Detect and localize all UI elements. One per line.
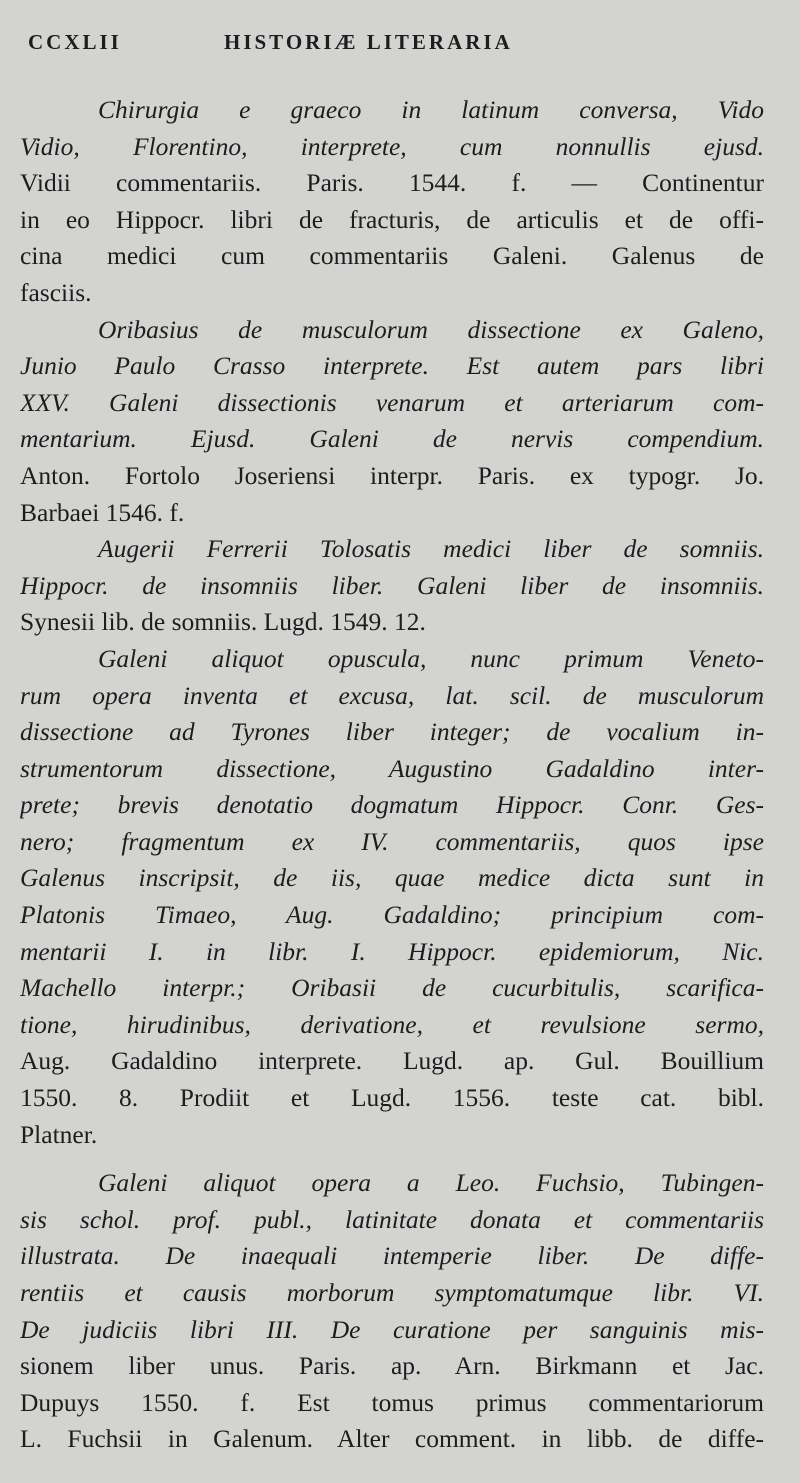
paragraph-chirurgia <box>20 92 764 312</box>
text-line: Oribasius de musculorum dissectione ex Galeno, <box>98 314 764 344</box>
text-line: Platner. <box>20 1119 98 1149</box>
text-line: Synesii lib. de somniis. Lugd. 1549. 12. <box>20 607 426 637</box>
text-line: prete; brevis denotatio dogmatum Hippocr. Conr. Ges- <box>20 790 764 820</box>
page-body <box>20 92 764 1458</box>
text-line: L. Fuchsii in Galenum. Alter comment. in libb. de diffe- <box>20 1424 764 1454</box>
text-line: Hippocr. de insomniis liber. Galeni liber de insomniis. <box>20 570 764 600</box>
text-line: mentarium. Ejusd. Galeni de nervis compendium. <box>20 424 764 454</box>
text-line: dissectione ad Tyrones liber integer; de vocalium in- <box>20 717 764 747</box>
text-line: Galeni aliquot opera a Leo. Fuchsio, Tubingen- <box>98 1168 764 1198</box>
text-line: XXV. Galeni dissectionis venarum et arteriarum com- <box>20 387 764 417</box>
text-line: Galeni aliquot opuscula, nunc primum Veneto- <box>98 643 764 673</box>
text-line: Barbaei 1546. f. <box>20 497 185 527</box>
text-line: fasciis. <box>20 277 92 307</box>
text-line: in eo Hippocr. libri de fracturis, de articulis et de offi- <box>20 204 764 234</box>
text-line: mentarii I. in libr. I. Hippocr. epidemiorum, Nic. <box>20 936 764 966</box>
paragraph-augerii <box>20 531 764 641</box>
folio-number: CCXLII <box>28 30 122 54</box>
text-line: cina medici cum commentariis Galeni. Galenus de <box>20 241 764 271</box>
text-line: Chirurgia e graeco in latinum conversa, Vido <box>98 95 764 124</box>
paragraph-spacer <box>20 1153 764 1165</box>
text-line: Galenus inscripsit, de iis, quae medice dicta sunt in <box>20 863 764 893</box>
text-line: Machello interpr.; Oribasii de cucurbitulis, scarifica- <box>20 973 764 1003</box>
text-line: Platonis Timaeo, Aug. Gadaldino; principium com- <box>20 900 764 930</box>
text-line: Aug. Gadaldino interprete. Lugd. ap. Gul. Bouillium <box>20 1046 764 1076</box>
text-line: Vidio, Florentino, interprete, cum nonnullis ejusd. <box>20 131 764 161</box>
page-header <box>20 30 764 66</box>
text-line: sis schol. prof. publ., latinitate donata et commentariis <box>20 1204 764 1234</box>
text-line: tione, hirudinibus, derivatione, et revulsione sermo, <box>20 1009 764 1039</box>
text-line: 1550. 8. Prodiit et Lugd. 1556. teste cat. bibl. <box>20 1083 764 1113</box>
text-line: rum opera inventa et excusa, lat. scil. de musculorum <box>20 680 764 710</box>
text-line: Anton. Fortolo Joseriensi interpr. Paris. ex typogr. Jo. <box>20 460 764 490</box>
text-line: Vidii commentariis. Paris. 1544. f. — Continentur <box>20 168 764 198</box>
text-line: rentiis et causis morborum symptomatumque libr. VI. <box>20 1278 764 1307</box>
text-line: strumentorum dissectione, Augustino Gadaldino inter- <box>20 753 764 783</box>
paragraph-galeni-opera <box>20 1165 764 1458</box>
text-line: De judiciis libri III. De curatione per sanguinis mis- <box>20 1314 764 1344</box>
text-line: Augerii Ferrerii Tolosatis medici liber de somniis. <box>98 534 764 564</box>
text-line: nero; fragmentum ex IV. commentariis, quos ipse <box>20 826 764 856</box>
text-line: illustrata. De inaequali intemperie liber. De diffe- <box>20 1241 764 1271</box>
text-line: Junio Paulo Crasso interprete. Est autem pars libri <box>20 351 764 381</box>
running-title: HISTORIÆ LITERARIA <box>224 30 513 54</box>
text-line: sionem liber unus. Paris. ap. Arn. Birkmann et Jac. <box>20 1351 764 1381</box>
text-line: Dupuys 1550. f. Est tomus primus commentariorum <box>20 1387 764 1417</box>
paragraph-oribasius <box>20 312 764 532</box>
paragraph-galeni-opuscula <box>20 641 764 1153</box>
